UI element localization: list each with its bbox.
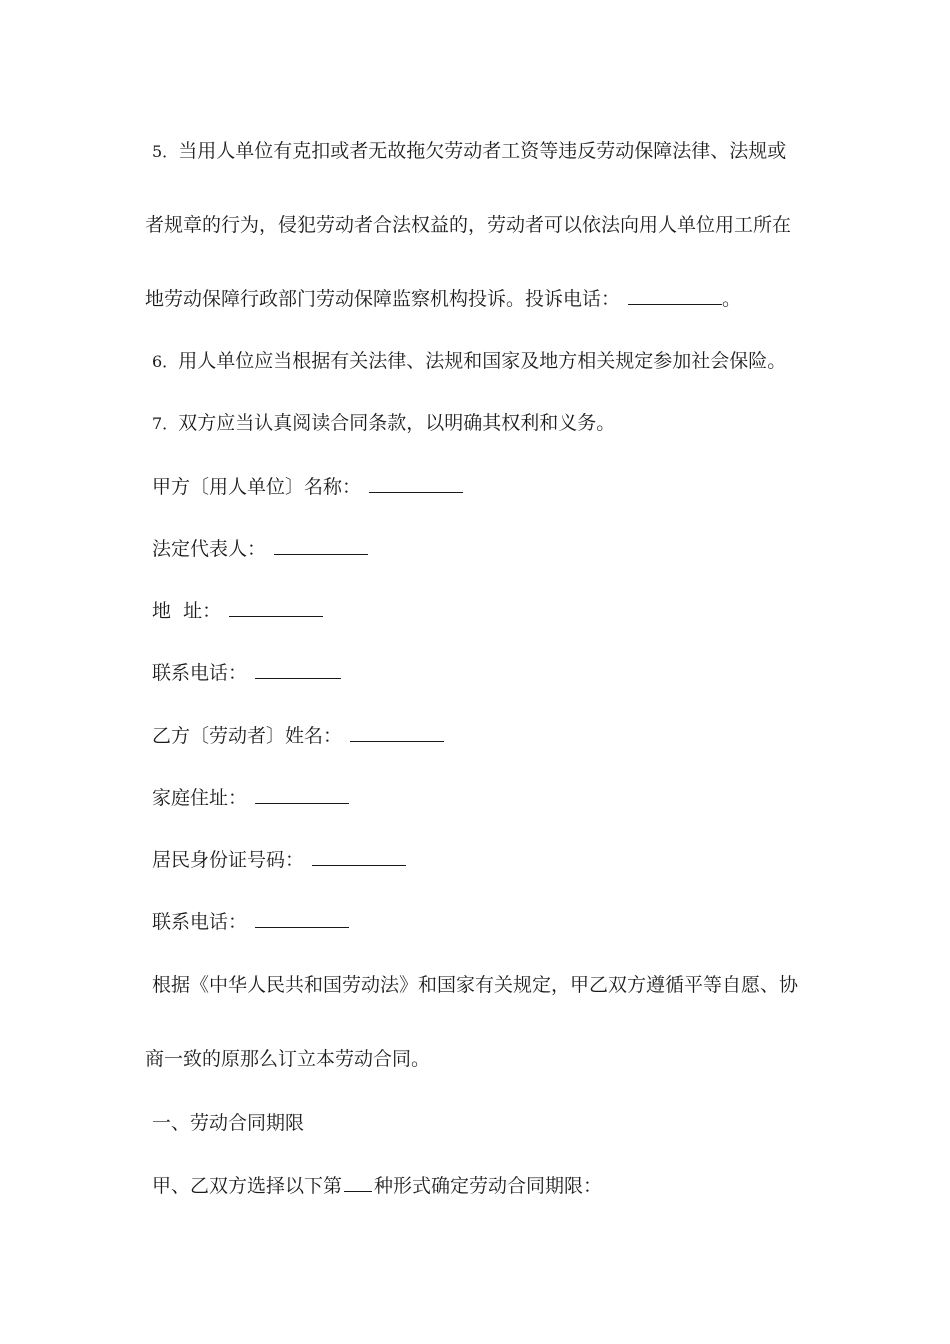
party-a-rep-blank[interactable] bbox=[274, 540, 368, 555]
preamble-line-2: 商一致的原那么订立本劳动合同。 bbox=[145, 1048, 431, 1070]
clause-7-number: 7． bbox=[152, 414, 179, 433]
clause-5-text-3: 地劳动保障行政部门劳动保障监察机构投诉。投诉电话： bbox=[145, 288, 621, 310]
term-choice-row bbox=[152, 1174, 602, 1198]
party-a-phone-row bbox=[152, 661, 341, 685]
party-a-name-label: 甲方〔用人单位〕名称： bbox=[152, 476, 362, 498]
term-choice-prefix: 甲、乙双方选择以下第 bbox=[152, 1175, 343, 1197]
section-1-heading: 一、劳动合同期限 bbox=[152, 1112, 305, 1134]
party-b-name-blank[interactable] bbox=[350, 727, 444, 742]
clause-6-text: 用人单位应当根据有关法律、法规和国家及地方相关规定参加社会保险。 bbox=[178, 350, 787, 372]
party-a-rep-row bbox=[152, 537, 368, 561]
party-b-phone-blank[interactable] bbox=[255, 913, 349, 928]
term-choice-suffix: 种形式确定劳动合同期限： bbox=[374, 1175, 603, 1197]
clause-6-number: 6． bbox=[152, 352, 179, 371]
clause-6 bbox=[152, 349, 786, 374]
party-b-name-row bbox=[152, 724, 444, 748]
clause-5-line-3 bbox=[145, 287, 741, 311]
party-a-name-blank[interactable] bbox=[369, 478, 463, 493]
party-b-id-row bbox=[152, 848, 406, 872]
preamble-line-1: 根据《中华人民共和国劳动法》和国家有关规定，甲乙双方遵循平等自愿、协 bbox=[152, 974, 799, 996]
complaint-phone-blank[interactable] bbox=[628, 290, 722, 305]
party-a-address-row bbox=[152, 599, 323, 623]
party-b-home-label: 家庭住址： bbox=[152, 787, 248, 809]
term-choice-blank[interactable] bbox=[344, 1177, 372, 1192]
party-b-id-blank[interactable] bbox=[312, 851, 406, 866]
party-a-phone-blank[interactable] bbox=[255, 664, 341, 679]
clause-5-text-1: 当用人单位有克扣或者无故拖欠劳动者工资等违反劳动保障法律、法规或 bbox=[178, 140, 787, 162]
party-a-address-blank[interactable] bbox=[229, 602, 323, 617]
clause-7 bbox=[152, 411, 615, 436]
clause-5-number: 5． bbox=[152, 142, 179, 161]
party-a-name-row bbox=[152, 475, 463, 499]
clause-5-line-1 bbox=[152, 139, 786, 164]
party-a-address-label: 地 址： bbox=[152, 600, 222, 622]
party-b-id-label: 居民身份证号码： bbox=[152, 849, 305, 871]
party-b-phone-label: 联系电话： bbox=[152, 911, 248, 933]
party-b-name-label: 乙方〔劳动者〕姓名： bbox=[152, 725, 343, 747]
clause-5-period: 。 bbox=[722, 288, 742, 310]
party-b-phone-row bbox=[152, 910, 349, 934]
party-b-home-row bbox=[152, 786, 349, 810]
party-a-phone-label: 联系电话： bbox=[152, 662, 248, 684]
clause-7-text: 双方应当认真阅读合同条款，以明确其权利和义务。 bbox=[178, 412, 616, 434]
clause-5-line-2: 者规章的行为，侵犯劳动者合法权益的，劳动者可以依法向用人单位用工所在 bbox=[145, 214, 792, 236]
party-a-rep-label: 法定代表人： bbox=[152, 538, 267, 560]
party-b-home-blank[interactable] bbox=[255, 789, 349, 804]
